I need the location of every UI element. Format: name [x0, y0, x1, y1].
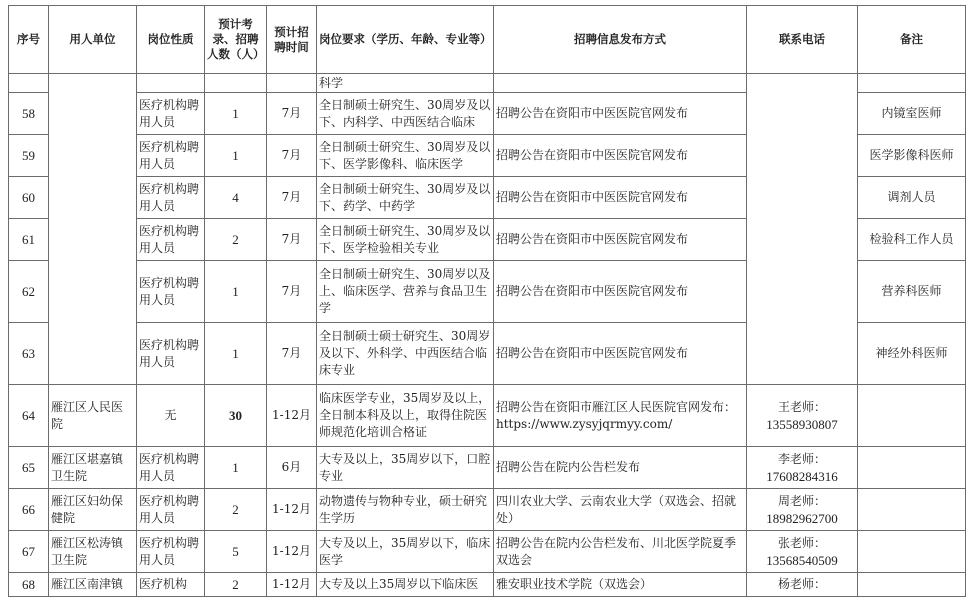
cell-req: 大专及以上35周岁以下临床医	[317, 573, 494, 597]
cell-note	[858, 385, 966, 447]
cell-req: 临床医学专业，35周岁及以上，全日制本科及以上，取得住院医师规范化培训合格证	[317, 385, 494, 447]
contact-name: 周老师：	[777, 493, 826, 508]
header-publish: 招聘信息发布方式	[494, 6, 747, 74]
cell-no: 65	[9, 447, 49, 489]
table-row	[9, 385, 966, 447]
header-req: 岗位要求（学历、年龄、专业等）	[317, 6, 494, 74]
cell-no	[9, 74, 49, 93]
cell-time	[267, 74, 317, 93]
cell-no: 62	[9, 261, 49, 323]
header-nature: 岗位性质	[137, 6, 205, 74]
table-row	[9, 74, 966, 93]
cell-count: 1	[205, 261, 267, 323]
cell-time: 1-12月	[267, 489, 317, 531]
cell-nature: 无	[137, 385, 205, 447]
cell-count: 2	[205, 489, 267, 531]
cell-publish: 招聘公告在院内公告栏发布、川北医学院夏季双选会	[494, 531, 747, 573]
cell-req: 全日制硕士研究生、30周岁及以下、医学影像科、临床医学	[317, 135, 494, 177]
cell-publish: 四川农业大学、云南农业大学（双选会、招就处）	[494, 489, 747, 531]
cell-phone	[747, 489, 858, 531]
cell-nature: 医疗机构	[137, 573, 205, 597]
cell-unit: 雁江区妇幼保健院	[49, 489, 137, 531]
cell-no: 64	[9, 385, 49, 447]
table-row	[9, 531, 966, 573]
cell-nature	[137, 74, 205, 93]
cell-time: 1-12月	[267, 385, 317, 447]
cell-nature: 医疗机构聘用人员	[137, 93, 205, 135]
cell-req: 全日制硕士研究生、30周岁及以下、药学、中药学	[317, 177, 494, 219]
cell-time: 1-12月	[267, 573, 317, 597]
cell-req: 大专及以上，35周岁以下，临床医学	[317, 531, 494, 573]
cell-phone	[747, 385, 858, 447]
cell-note: 内镜室医师	[858, 93, 966, 135]
cell-time: 7月	[267, 93, 317, 135]
cell-publish: 招聘公告在资阳市中医医院官网发布	[494, 261, 747, 323]
cell-no: 66	[9, 489, 49, 531]
cell-note: 调剂人员	[858, 177, 966, 219]
contact-phone: 13568540509	[766, 552, 838, 568]
cell-time: 7月	[267, 323, 317, 385]
header-time: 预计招聘时间	[267, 6, 317, 74]
cell-publish	[494, 74, 747, 93]
cell-req: 全日制硕士硕士研究生、30周岁及以下、外科学、中西医结合临床专业	[317, 323, 494, 385]
cell-publish: 招聘公告在资阳市中医医院官网发布	[494, 93, 747, 135]
cell-req: 全日制硕士研究生、30周岁以及上、临床医学、营养与食品卫生学	[317, 261, 494, 323]
cell-note: 神经外科医师	[858, 323, 966, 385]
cell-publish: 招聘公告在资阳市中医医院官网发布	[494, 219, 747, 261]
cell-nature: 医疗机构聘用人员	[137, 323, 205, 385]
cell-req-carry: 科学	[317, 74, 494, 93]
cell-publish: 招聘公告在院内公告栏发布	[494, 447, 747, 489]
contact-phone: 13558930807	[766, 416, 838, 432]
cell-no: 68	[9, 573, 49, 597]
cell-note: 检验科工作人员	[858, 219, 966, 261]
cell-unit: 雁江区南津镇	[49, 573, 137, 597]
cell-unit: 雁江区人民医院	[49, 385, 137, 447]
cell-count: 5	[205, 531, 267, 573]
cell-phone-merged	[747, 74, 858, 385]
header-unit: 用人单位	[49, 6, 137, 74]
contact-name: 王老师：	[777, 399, 826, 414]
cell-publish: 招聘公告在资阳市中医医院官网发布	[494, 323, 747, 385]
cell-count: 30	[205, 385, 267, 447]
contact-name: 李老师：	[777, 451, 826, 466]
cell-publish: 雅安职业技术学院（双选会）	[494, 573, 747, 597]
cell-nature: 医疗机构聘用人员	[137, 447, 205, 489]
cell-count: 1	[205, 447, 267, 489]
contact-phone: 17608284316	[766, 468, 838, 484]
cell-no: 58	[9, 93, 49, 135]
cell-count: 1	[205, 323, 267, 385]
cell-note: 营养科医师	[858, 261, 966, 323]
cell-nature: 医疗机构聘用人员	[137, 135, 205, 177]
cell-note: 医学影像科医师	[858, 135, 966, 177]
cell-nature: 医疗机构聘用人员	[137, 177, 205, 219]
table-row	[9, 447, 966, 489]
cell-publish: 招聘公告在资阳市中医医院官网发布	[494, 177, 747, 219]
cell-no: 67	[9, 531, 49, 573]
contact-name: 张老师：	[777, 535, 826, 550]
cell-count: 2	[205, 219, 267, 261]
cell-note	[858, 74, 966, 93]
header-count: 预计考录、招聘人数（人）	[205, 6, 267, 74]
cell-req: 大专及以上，35周岁以下，口腔专业	[317, 447, 494, 489]
cell-note	[858, 573, 966, 597]
header-note: 备注	[858, 6, 966, 74]
header-no: 序号	[9, 6, 49, 74]
table-row	[9, 573, 966, 597]
cell-unit: 雁江区松涛镇卫生院	[49, 531, 137, 573]
cell-time: 7月	[267, 261, 317, 323]
cell-no: 63	[9, 323, 49, 385]
cell-nature: 医疗机构聘用人员	[137, 219, 205, 261]
cell-time: 7月	[267, 135, 317, 177]
contact-phone: 18982962700	[766, 510, 838, 526]
cell-count: 4	[205, 177, 267, 219]
cell-note	[858, 447, 966, 489]
cell-nature: 医疗机构聘用人员	[137, 531, 205, 573]
cell-no: 61	[9, 219, 49, 261]
header-row	[9, 6, 966, 74]
cell-count: 1	[205, 135, 267, 177]
table-row	[9, 489, 966, 531]
cell-phone	[747, 447, 858, 489]
cell-no: 59	[9, 135, 49, 177]
cell-publish: 招聘公告在资阳市中医医院官网发布	[494, 135, 747, 177]
cell-req: 全日制硕士研究生、30周岁及以下、内科学、中西医结合临床	[317, 93, 494, 135]
cell-time: 7月	[267, 219, 317, 261]
cell-req: 全日制硕士研究生、30周岁及以下、医学检验相关专业	[317, 219, 494, 261]
cell-count: 2	[205, 573, 267, 597]
cell-time: 1-12月	[267, 531, 317, 573]
cell-phone	[747, 531, 858, 573]
cell-phone: 杨老师：	[747, 573, 858, 597]
header-phone: 联系电话	[747, 6, 858, 74]
cell-no: 60	[9, 177, 49, 219]
cell-note	[858, 489, 966, 531]
cell-nature: 医疗机构聘用人员	[137, 489, 205, 531]
cell-time: 6月	[267, 447, 317, 489]
cell-publish-with-link[interactable]: 招聘公告在资阳市雁江区人民医院官网发布：https://www.zysyjqrmyy.com/	[494, 385, 747, 447]
cell-req: 动物遗传与物种专业，硕士研究生学历	[317, 489, 494, 531]
cell-unit-merged	[49, 74, 137, 385]
cell-nature: 医疗机构聘用人员	[137, 261, 205, 323]
cell-unit: 雁江区堪嘉镇卫生院	[49, 447, 137, 489]
recruitment-table	[8, 5, 966, 597]
cell-note	[858, 531, 966, 573]
cell-time: 7月	[267, 177, 317, 219]
cell-count: 1	[205, 93, 267, 135]
cell-count	[205, 74, 267, 93]
